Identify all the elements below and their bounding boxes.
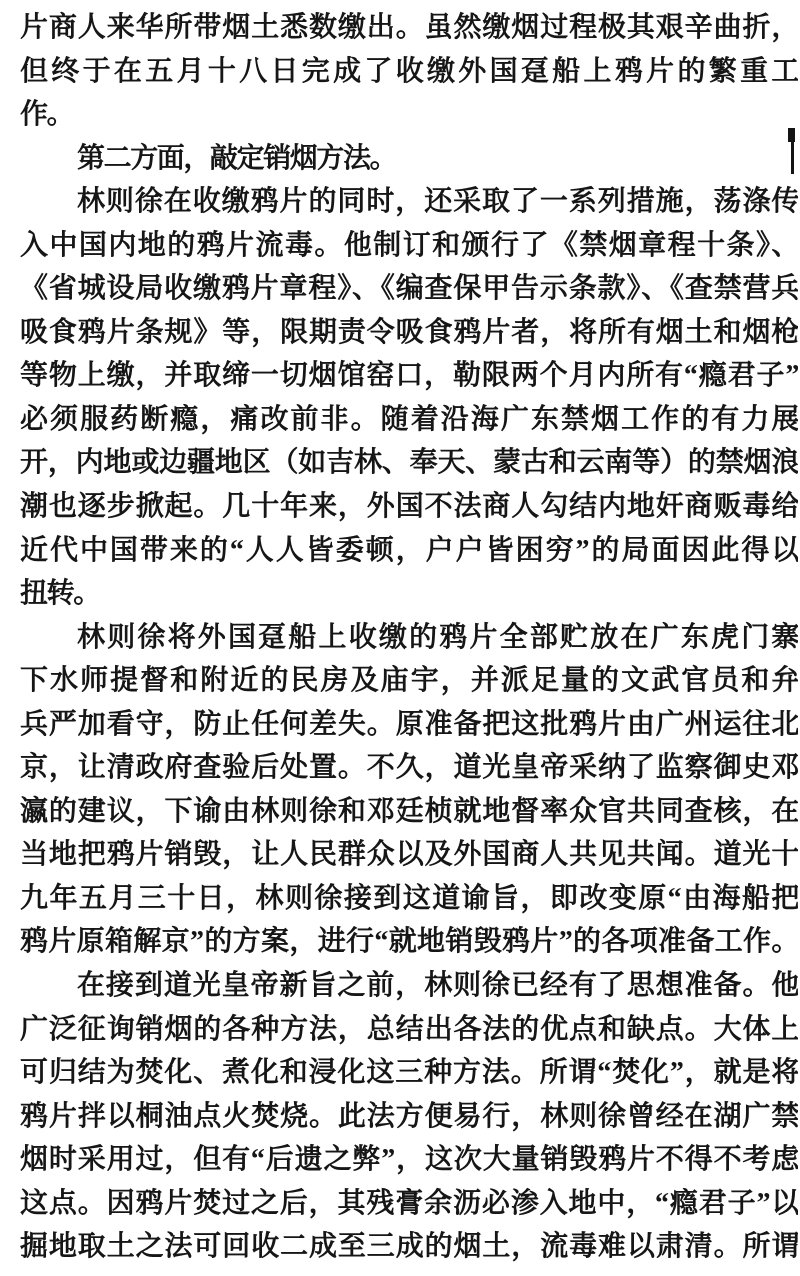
text-line: 下水师提督和附近的民房及庙宇，并派足量的文武官员和弁 [20, 665, 798, 697]
text-line: 第二方面，敲定销烟方法。 [77, 142, 397, 174]
text-line: 瀛的建议，下谕由林则徐和邓廷桢就地督率众官共同查核，在 [20, 795, 798, 827]
text-line: 潮也逐步掀起。几十年来，外国不法商人勾结内地奸商贩毒给 [20, 491, 798, 523]
text-line: 广泛征询销烟的各种方法，总结出各法的优点和缺点。大体上 [20, 1013, 798, 1045]
text-line: 但终于在五月十八日完成了收缴外国趸船上鸦片的繁重工 [20, 55, 798, 87]
text-line: 当地把鸦片销毁，让人民群众以及外国商人共见共闻。道光十 [20, 839, 798, 871]
text-line: 作。 [20, 99, 74, 131]
text-line: 九年五月三十日，林则徐接到这道谕旨，即改变原“由海船把 [20, 882, 798, 914]
text-line: 可归结为焚化、煮化和浸化这三种方法。所谓“焚化”，就是将 [20, 1057, 798, 1089]
text-line: 近代中国带来的“人人皆委顿，户户皆困穷”的局面因此得以 [20, 534, 798, 566]
text-line: 等物上缴，并取缔一切烟馆窑口，勒限两个月内所有“瘾君子” [20, 360, 798, 392]
text-line: 在接到道光皇帝新旨之前，林则徐已经有了思想准备。他 [77, 970, 798, 1002]
text-line: 鸦片拌以桐油点火焚烧。此法方便易行，林则徐曾经在湖广禁 [20, 1100, 798, 1132]
text-line: 必须服药断瘾，痛改前非。随着沿海广东禁烟工作的有力展 [20, 403, 798, 435]
text-line: 林则徐将外国趸船上收缴的鸦片全部贮放在广东虎门寨 [77, 621, 798, 653]
text-column [20, 6, 798, 1269]
text-line: 鸦片原箱解京”的方案，进行“就地销毁鸦片”的各项准备工作。 [20, 926, 798, 958]
text-line: 林则徐在收缴鸦片的同时，还采取了一系列措施，荡涤传 [77, 186, 798, 218]
text-line: 这点。因鸦片焚过之后，其残膏余沥必渗入地中，“瘾君子”以 [20, 1187, 798, 1219]
text-line: 扭转。 [20, 578, 100, 610]
text-line: 入中国内地的鸦片流毒。他制订和颁行了《禁烟章程十条》、 [20, 229, 798, 261]
scan-artifact-nub [788, 128, 795, 142]
text-line: 兵严加看守，防止任何差失。原准备把这批鸦片由广州运往北 [20, 708, 798, 740]
text-line: 《省城设局收缴鸦片章程》、《编查保甲告示条款》、《查禁营兵 [20, 273, 798, 305]
text-line: 片商人来华所带烟土悉数缴出。虽然缴烟过程极其艰辛曲折， [20, 12, 798, 43]
text-line: 烟时采用过，但有“后遗之弊”，这次大量销毁鸦片不得不考虑 [20, 1144, 798, 1176]
text-line: 开，内地或边疆地区（如吉林、奉天、蒙古和云南等）的禁烟浪 [20, 447, 798, 479]
text-line: 京，让清政府查验后处置。不久，道光皇帝采纳了监察御史邓 [20, 752, 798, 784]
scan-artifact-mark [791, 130, 794, 174]
text-line: 掘地取土之法可回收二成至三成的烟土，流毒难以肃清。所谓 [20, 1231, 798, 1263]
text-line: 吸食鸦片条规》等，限期责令吸食鸦片者，将所有烟土和烟枪 [20, 316, 798, 348]
